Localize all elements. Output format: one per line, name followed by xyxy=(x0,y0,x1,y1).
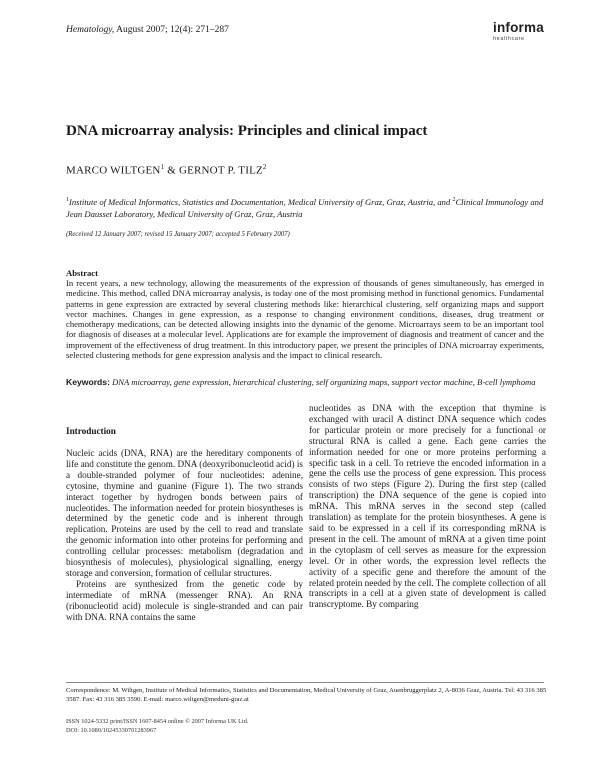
doi-line: DOI: 10.1080/10245330701283967 xyxy=(66,727,157,734)
issn-line: ISSN 1024-5332 print/ISSN 1607-8454 online © 2007 Informa UK Ltd. xyxy=(66,718,249,725)
author-2: GERNOT P. TILZ xyxy=(178,164,263,177)
abstract-heading: Abstract xyxy=(66,268,98,278)
author-1-affil: 1 xyxy=(160,163,165,171)
author-separator: & xyxy=(164,164,179,177)
publisher-logo-sub: healthcare xyxy=(493,36,525,42)
author-1: MARCO WILTGEN xyxy=(66,164,161,177)
citation-details: August 2007; 12(4): 271–287 xyxy=(114,25,229,35)
affil-1: Institute of Medical Informatics, Statistics and Documentation, Medical University of Graz, Graz, Austria, and xyxy=(69,196,453,207)
intro-paragraph-1: Nucleic acids (DNA, RNA) are the hereditary components of life and constitute the genom. DNA (deoxyribonucleotid acid) is a double-stranded polymer of four nucleotides: adenine, cytosine, thymine and guanine (Figure 1). The two strands interact together by hydrogen bonds between pairs of nucleotides. The information needed for protein biosyntheses is determined by the genetic code and is inherent through replication. Proteins are used by the cell to read and translate the genomic information into other proteins for performing and controlling cellular processes: metabolism (degradation and biosynthesis of molecules), physiological signalling, energy storage and conversion, formation of cellular structures. xyxy=(66,448,303,578)
body-column-left xyxy=(66,448,303,623)
affil-marker-2: 2 xyxy=(452,197,456,203)
received-dates: (Received 12 January 2007; revised 15 January 2007; accepted 5 February 2007) xyxy=(66,231,290,238)
affil-marker-1: 1 xyxy=(66,197,69,203)
keywords-label: Keywords: xyxy=(66,377,110,387)
article-title: DNA microarray analysis: Principles and clinical impact xyxy=(66,123,428,139)
journal-name: Hematology, xyxy=(66,25,115,35)
affil-2: Clinical Immunology and Jean Dausset Laboratory, Medical University of Graz, Graz, Austria xyxy=(66,196,544,219)
correspondence-note: Correspondence: M. Wiltgen, Institute of Medical Informatics, Statistics and Documentation, Medical University of Graz, Auenbruggerplatz 2, A-8036 Graz, Austria. Tel: 43 316 385 3587. Fax: 43 316 385 3590. E-mail: marco.wiltgen@meduni-graz.at xyxy=(66,687,547,704)
intro-paragraph-2: Proteins are synthesized from the genetic code by intermediate of mRNA (messenger RNA). An RNA (ribonucleotid acid) molecule is single-stranded and can pair with DNA. RNA contains the same xyxy=(66,578,303,622)
journal-citation xyxy=(66,25,229,35)
footnote-divider xyxy=(66,682,544,683)
body-column-right xyxy=(309,403,546,610)
publisher-logo xyxy=(493,20,553,48)
abstract-text: In recent years, a new technology, allowing the measurements of the expression of thousands of genes simultaneously, has emerged in medicine. This method, called DNA microarray analysis, is today one of the most promising method in functional genomics. Fundamental patterns in gene expression are extracted by several clustering methods like: hierarchical clustering, self organizing maps and support vector machines. Changes in gene expression, as a response to changing environment conditions, diseases, drug treatment or chemotherapy medications, can be detected allowing insights into the dynamic of the genome. Microarrays seem to be an important tool for diagnosis of diseases at a molecular level. Applications are for example the improvement of diagnosis and treatment of cancer and the improvement of the effectiveness of drug treatment. In this introductory paper, we present the principles of DNA microarray experiments, selected clustering methods for gene expression analysis and the impact to clinical research. xyxy=(66,278,544,361)
keywords-list: DNA microarray, gene expression, hierarchical clustering, self organizing maps, support vector machine, B-cell lymphoma xyxy=(112,377,536,387)
publisher-logo-word: informa xyxy=(493,20,544,35)
author-2-affil: 2 xyxy=(262,163,267,171)
intro-paragraph-2-continued: nucleotides as DNA with the exception that thymine is exchanged with uracil A distinct DNA sequence which codes for particular protein or more precisely for a functional or structural RNA is called a gene. Each gene carries the information needed for one or more proteins performing a specific task in a cell. To retrieve the encoded information in a gene the cells use the process of gene expression. This process consists of two steps (Figure 2). During the first step (called transcription) the DNA sequence of the gene is copied into mRNA. This mRNA serves in the second step (called translation) as template for the protein biosyntheses. A gene is said to be expressed in a cell if its corresponding mRNA is present in the cell. The amount of mRNA at a given time point in the cytoplasm of cell serves as measure for the expression level. Or in other words, the expression level reflects the activity of a specific gene and therefore the amount of the related protein needed by the cell. The complete collection of all transcripts in a cell at a given state of development is called transcryptome. By comparing xyxy=(309,403,546,610)
authors-line xyxy=(66,163,267,177)
affiliations xyxy=(66,194,546,220)
issn-doi-block xyxy=(66,717,249,735)
keywords xyxy=(66,377,544,388)
section-heading-introduction: Introduction xyxy=(66,426,116,436)
